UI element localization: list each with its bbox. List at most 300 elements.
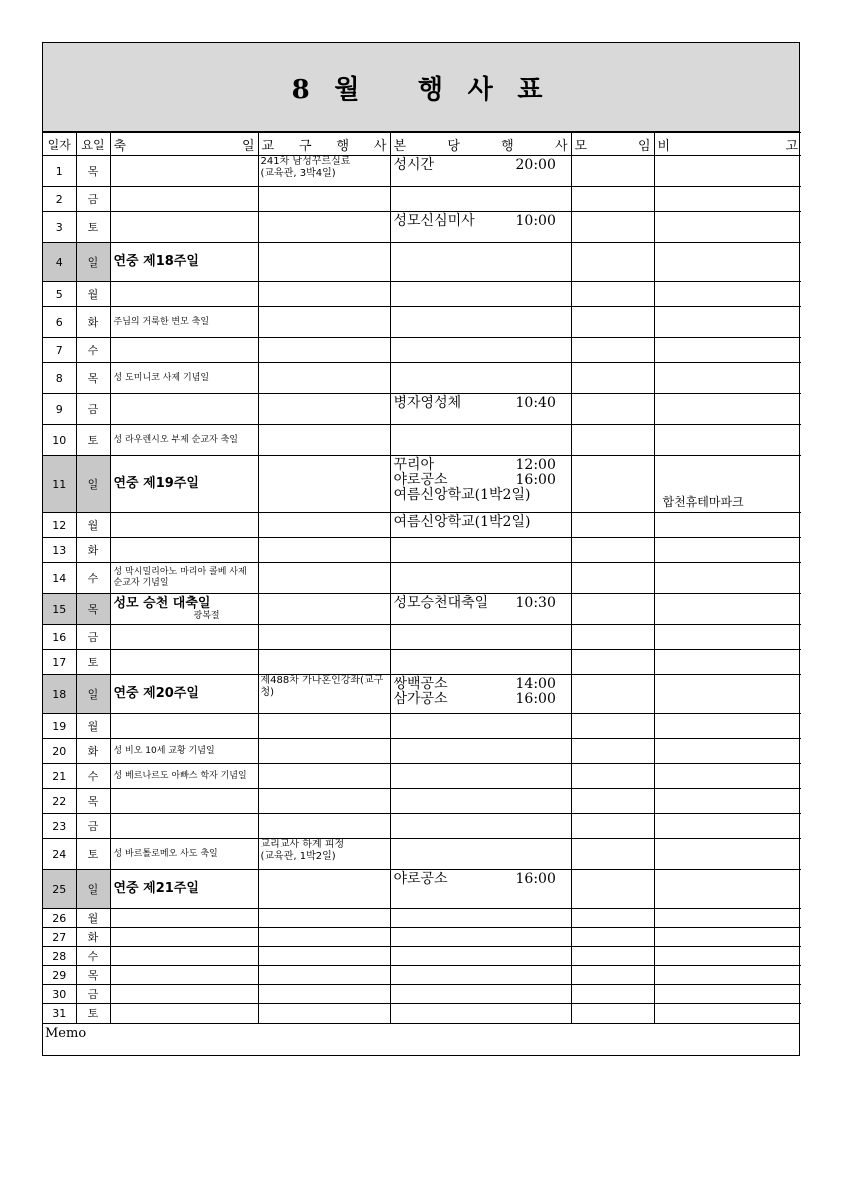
parish-event-name: 야로공소: [393, 871, 448, 887]
table-row: [43, 764, 801, 789]
header-letter: 사: [554, 138, 568, 154]
table-row: [43, 839, 801, 870]
day-cell: 13: [43, 538, 76, 563]
diocese-event-cell: [258, 966, 390, 985]
feast-cell: [110, 243, 258, 282]
weekday-cell: 월: [76, 909, 110, 928]
meeting-cell: [571, 814, 654, 839]
weekday-cell: 토: [76, 425, 110, 456]
feast-cell: [110, 594, 258, 625]
note-cell: [654, 425, 801, 456]
meeting-cell: [571, 650, 654, 675]
weekday-cell: 월: [76, 513, 110, 538]
diocese-event-cell: [258, 563, 390, 594]
note-cell: [654, 675, 801, 714]
table-row: [43, 212, 801, 243]
feast-subtitle: 광복절: [193, 611, 220, 622]
feast-cell: [110, 714, 258, 739]
note-cell: [654, 394, 801, 425]
parish-event-name: 성모신심미사: [393, 213, 475, 229]
day-cell: 29: [43, 966, 76, 985]
feast-cell: [110, 909, 258, 928]
note-cell: [654, 839, 801, 870]
note-cell: [654, 594, 801, 625]
weekday-cell: 일: [76, 456, 110, 513]
table-row: [43, 156, 801, 187]
weekday-cell: 수: [76, 563, 110, 594]
meeting-cell: [571, 789, 654, 814]
parish-event-time: 16:00: [515, 691, 556, 708]
note-cell: [654, 156, 801, 187]
diocese-event-cell: [258, 985, 390, 1004]
feast-cell: [110, 947, 258, 966]
feast-name: 성 바르톨로메오 사도 축일: [113, 848, 218, 859]
table-row: [43, 985, 801, 1004]
diocese-event-cell: [258, 909, 390, 928]
header-dow: 요일: [76, 133, 110, 156]
parish-event-cell: [390, 594, 571, 625]
header-letter: 행: [501, 138, 514, 154]
parish-event: [394, 214, 571, 229]
diocese-event-cell: [258, 789, 390, 814]
parish-event-cell: [390, 563, 571, 594]
header-letter: 임: [637, 138, 651, 154]
parish-event-cell: [390, 156, 571, 187]
feast-cell: [110, 764, 258, 789]
meeting-cell: [571, 563, 654, 594]
table-row: [43, 909, 801, 928]
day-cell: 19: [43, 714, 76, 739]
parish-event-cell: [390, 212, 571, 243]
parish-event-time: 14:00: [515, 676, 556, 692]
feast-cell: [110, 513, 258, 538]
note-cell: [654, 789, 801, 814]
weekday-cell: 화: [76, 739, 110, 764]
table-row: [43, 338, 801, 363]
parish-event-time: 16:00: [515, 472, 556, 489]
feast-cell: [110, 156, 258, 187]
meeting-cell: [571, 947, 654, 966]
feast-cell: [110, 1004, 258, 1023]
parish-event: [394, 158, 571, 173]
parish-event-name: 성시간: [393, 157, 435, 173]
weekday-cell: 화: [76, 928, 110, 947]
meeting-cell: [571, 870, 654, 909]
day-cell: 5: [43, 282, 76, 307]
meeting-cell: [571, 282, 654, 307]
parish-event-cell: [390, 650, 571, 675]
note-cell: [654, 338, 801, 363]
meeting-cell: [571, 1004, 654, 1023]
table-row: [43, 1004, 801, 1023]
meeting-cell: [571, 363, 654, 394]
diocese-event-cell: [258, 425, 390, 456]
diocese-event-cell: [258, 814, 390, 839]
day-cell: 21: [43, 764, 76, 789]
note-cell: [654, 282, 801, 307]
diocese-event-cell: [258, 156, 390, 187]
weekday-cell: 수: [76, 947, 110, 966]
weekday-cell: 금: [76, 985, 110, 1004]
parish-event-cell: [390, 307, 571, 338]
meeting-cell: [571, 839, 654, 870]
diocese-event-cell: [258, 513, 390, 538]
weekday-cell: 금: [76, 394, 110, 425]
day-cell: 15: [43, 594, 76, 625]
note-cell: [654, 814, 801, 839]
weekday-cell: 수: [76, 338, 110, 363]
meeting-cell: [571, 909, 654, 928]
parish-event: [394, 488, 571, 503]
meeting-cell: [571, 594, 654, 625]
feast-cell: [110, 307, 258, 338]
header-diocese: [258, 133, 390, 156]
diocese-event-line: 제488차 가나혼인강좌(교구청): [260, 675, 384, 698]
parish-event-name: 여름신앙학교(1박2일): [393, 487, 531, 504]
header-letter: 모: [574, 138, 588, 154]
table-row: [43, 538, 801, 563]
feast-name: 성 라우렌시오 부제 순교자 축일: [113, 434, 238, 445]
day-cell: 31: [43, 1004, 76, 1023]
memo-area: [43, 1023, 799, 1055]
feast-cell: [110, 814, 258, 839]
feast-cell: [110, 425, 258, 456]
note-cell: [654, 307, 801, 338]
header-letter: 사: [373, 138, 387, 154]
parish-event-cell: [390, 282, 571, 307]
day-cell: 1: [43, 156, 76, 187]
table-row: [43, 513, 801, 538]
header-letter: 당: [447, 138, 460, 154]
table-row: [43, 594, 801, 625]
feast-cell: [110, 675, 258, 714]
header-letter: 행: [336, 138, 349, 154]
feast-name: 성 베르나르도 아빠스 학자 기념일: [113, 770, 247, 781]
diocese-event-cell: [258, 650, 390, 675]
diocese-event-cell: [258, 625, 390, 650]
day-cell: 3: [43, 212, 76, 243]
table-row: [43, 789, 801, 814]
meeting-cell: [571, 928, 654, 947]
weekday-cell: 토: [76, 1004, 110, 1023]
note-cell: [654, 714, 801, 739]
diocese-event-cell: [258, 947, 390, 966]
weekday-cell: 금: [76, 625, 110, 650]
parish-event-cell: [390, 425, 571, 456]
day-cell: 2: [43, 187, 76, 212]
day-cell: 9: [43, 394, 76, 425]
feast-line: 순교자 기념일: [113, 578, 169, 588]
note-cell: [654, 363, 801, 394]
parish-event-time: 12:00: [515, 457, 556, 473]
note-cell: [654, 563, 801, 594]
parish-event-cell: [390, 394, 571, 425]
feast-cell: [110, 282, 258, 307]
day-cell: 12: [43, 513, 76, 538]
note-cell: [654, 212, 801, 243]
diocese-event-line: (교육관, 1박2일): [260, 850, 336, 862]
note-cell: [654, 870, 801, 909]
meeting-cell: [571, 985, 654, 1004]
note-cell: [654, 739, 801, 764]
parish-event: [394, 515, 571, 530]
day-cell: 22: [43, 789, 76, 814]
table-row: [43, 307, 801, 338]
meeting-cell: [571, 739, 654, 764]
header-day: 일자: [43, 133, 76, 156]
feast-cell: [110, 985, 258, 1004]
day-cell: 16: [43, 625, 76, 650]
meeting-cell: [571, 425, 654, 456]
parish-event-time: 10:30: [515, 595, 556, 611]
parish-event-name: 여름신앙학교(1박2일): [393, 514, 531, 530]
parish-event-cell: [390, 966, 571, 985]
feast-name: 주님의 거룩한 변모 축일: [113, 316, 210, 327]
feast-cell: [110, 456, 258, 513]
diocese-event-cell: [258, 456, 390, 513]
diocese-event-cell: [258, 363, 390, 394]
diocese-event-cell: [258, 870, 390, 909]
meeting-cell: [571, 307, 654, 338]
note-cell: 합천휴테마파크: [654, 456, 801, 513]
feast-cell: [110, 212, 258, 243]
feast-cell: [110, 966, 258, 985]
parish-event-cell: [390, 456, 571, 513]
parish-event-cell: [390, 739, 571, 764]
schedule-sheet: [42, 42, 800, 1056]
meeting-cell: [571, 675, 654, 714]
day-cell: 10: [43, 425, 76, 456]
header-meeting: [571, 133, 654, 156]
day-cell: 8: [43, 363, 76, 394]
weekday-cell: 토: [76, 212, 110, 243]
header-letter: 일: [241, 138, 255, 154]
diocese-event-cell: [258, 282, 390, 307]
feast-cell: [110, 538, 258, 563]
feast-name: 성모 승천 대축일: [113, 595, 211, 611]
day-cell: 14: [43, 563, 76, 594]
weekday-cell: 금: [76, 187, 110, 212]
day-cell: 27: [43, 928, 76, 947]
meeting-cell: [571, 456, 654, 513]
table-row: [43, 563, 801, 594]
parish-event-cell: [390, 338, 571, 363]
parish-event-cell: [390, 928, 571, 947]
weekday-cell: 일: [76, 243, 110, 282]
table-row: [43, 282, 801, 307]
diocese-event-line: (교육관, 3박4일): [260, 167, 336, 179]
note-cell: [654, 625, 801, 650]
parish-event-cell: [390, 789, 571, 814]
parish-event-cell: [390, 714, 571, 739]
parish-event-cell: [390, 243, 571, 282]
header-letter: 본: [393, 138, 407, 154]
meeting-cell: [571, 156, 654, 187]
table-row: [43, 947, 801, 966]
parish-event-time: 10:40: [515, 395, 556, 411]
parish-event-name: 쌍백공소: [393, 676, 448, 692]
note-cell: [654, 243, 801, 282]
weekday-cell: 일: [76, 870, 110, 909]
parish-event: [394, 872, 571, 887]
diocese-event-cell: [258, 839, 390, 870]
parish-event-cell: [390, 675, 571, 714]
feast-line: 성 막시밀리아노 마리아 콜베 사제: [113, 567, 247, 578]
diocese-event-cell: [258, 739, 390, 764]
meeting-cell: [571, 212, 654, 243]
note-cell: [654, 966, 801, 985]
header-note: [654, 133, 801, 156]
feast-cell: [110, 650, 258, 675]
diocese-event-cell: [258, 714, 390, 739]
table-row: [43, 425, 801, 456]
day-cell: 4: [43, 243, 76, 282]
feast-cell: [110, 338, 258, 363]
feast-cell: [110, 394, 258, 425]
note-cell: [654, 650, 801, 675]
table-row: [43, 870, 801, 909]
table-row: [43, 187, 801, 212]
meeting-cell: [571, 538, 654, 563]
diocese-event-cell: [258, 594, 390, 625]
note-cell: [654, 513, 801, 538]
day-cell: 25: [43, 870, 76, 909]
meeting-cell: [571, 513, 654, 538]
feast-cell: [110, 839, 258, 870]
day-cell: 23: [43, 814, 76, 839]
feast-name: 성 비오 10세 교황 기념일: [113, 745, 215, 756]
note-cell: [654, 985, 801, 1004]
table-row: [43, 928, 801, 947]
feast-cell: [110, 789, 258, 814]
diocese-event-cell: [258, 675, 390, 714]
parish-event: [394, 596, 571, 611]
feast-name: 연중 제19주일: [113, 476, 199, 492]
weekday-cell: 화: [76, 538, 110, 563]
day-cell: 24: [43, 839, 76, 870]
diocese-event-cell: [258, 243, 390, 282]
header-letter: 교: [261, 138, 275, 154]
memo-label: Memo: [45, 1025, 87, 1041]
parish-event-name: 성모승천대축일: [393, 595, 489, 611]
parish-event-cell: [390, 538, 571, 563]
meeting-cell: [571, 243, 654, 282]
day-cell: 28: [43, 947, 76, 966]
note-cell: [654, 1004, 801, 1023]
feast-cell: [110, 187, 258, 212]
day-cell: 17: [43, 650, 76, 675]
diocese-event-cell: [258, 307, 390, 338]
diocese-event-line: 241차 남성꾸르실료: [260, 156, 351, 167]
meeting-cell: [571, 394, 654, 425]
weekday-cell: 일: [76, 675, 110, 714]
meeting-cell: [571, 187, 654, 212]
parish-event-time: 16:00: [515, 871, 556, 887]
diocese-event-cell: [258, 1004, 390, 1023]
parish-event-name: 야로공소: [393, 472, 448, 489]
table-row: [43, 394, 801, 425]
table-row: [43, 814, 801, 839]
parish-event-cell: [390, 764, 571, 789]
note-cell: [654, 928, 801, 947]
diocese-event-cell: [258, 928, 390, 947]
parish-event-cell: [390, 870, 571, 909]
table-row: [43, 675, 801, 714]
header-letter: 고: [785, 138, 798, 154]
diocese-event-line: 교리교사 하계 피정: [260, 839, 345, 850]
day-cell: 6: [43, 307, 76, 338]
parish-event: [394, 677, 571, 692]
feast-name: 연중 제21주일: [113, 881, 199, 897]
day-cell: 18: [43, 675, 76, 714]
table-row: [43, 966, 801, 985]
parish-event-cell: [390, 187, 571, 212]
diocese-event-cell: [258, 538, 390, 563]
table-row: [43, 650, 801, 675]
parish-event-cell: [390, 814, 571, 839]
parish-event-cell: [390, 947, 571, 966]
parish-event-name: 삼가공소: [393, 691, 448, 708]
header-letter: 축: [113, 138, 127, 154]
meeting-cell: [571, 966, 654, 985]
table-row: [43, 243, 801, 282]
feast-cell: [110, 928, 258, 947]
diocese-event-cell: [258, 187, 390, 212]
feast-name: 연중 제18주일: [113, 254, 199, 270]
parish-event-name: 병자영성체: [393, 395, 462, 411]
weekday-cell: 목: [76, 966, 110, 985]
weekday-cell: 목: [76, 789, 110, 814]
parish-event-cell: [390, 1004, 571, 1023]
table-row: [43, 739, 801, 764]
table-row: [43, 456, 801, 513]
day-cell: 30: [43, 985, 76, 1004]
weekday-cell: 월: [76, 714, 110, 739]
meeting-cell: [571, 764, 654, 789]
note-cell: [654, 187, 801, 212]
note-cell: [654, 909, 801, 928]
weekday-cell: 목: [76, 594, 110, 625]
page-title: 8 월 행 사 표: [291, 74, 551, 105]
note-cell: [654, 764, 801, 789]
header-letter: 구: [298, 138, 312, 154]
header-feast: [110, 133, 258, 156]
parish-event-cell: [390, 625, 571, 650]
weekday-cell: 목: [76, 363, 110, 394]
feast-name: 성 도미니코 사제 기념일: [113, 372, 210, 383]
meeting-cell: [571, 714, 654, 739]
table-row: [43, 363, 801, 394]
parish-event-time: 10:00: [515, 213, 556, 229]
parish-event-cell: [390, 909, 571, 928]
note-cell: [654, 947, 801, 966]
feast-cell: [110, 870, 258, 909]
meeting-cell: [571, 625, 654, 650]
weekday-cell: 토: [76, 839, 110, 870]
feast-cell: [110, 363, 258, 394]
weekday-cell: 화: [76, 307, 110, 338]
feast-cell: [110, 739, 258, 764]
meeting-cell: [571, 338, 654, 363]
diocese-event-cell: [258, 394, 390, 425]
header-row: [43, 133, 801, 156]
weekday-cell: 목: [76, 156, 110, 187]
parish-event: [394, 473, 571, 488]
parish-event: [394, 692, 571, 707]
note-cell: [654, 538, 801, 563]
header-parish: [390, 133, 571, 156]
parish-event-name: 꾸리아: [393, 457, 435, 473]
